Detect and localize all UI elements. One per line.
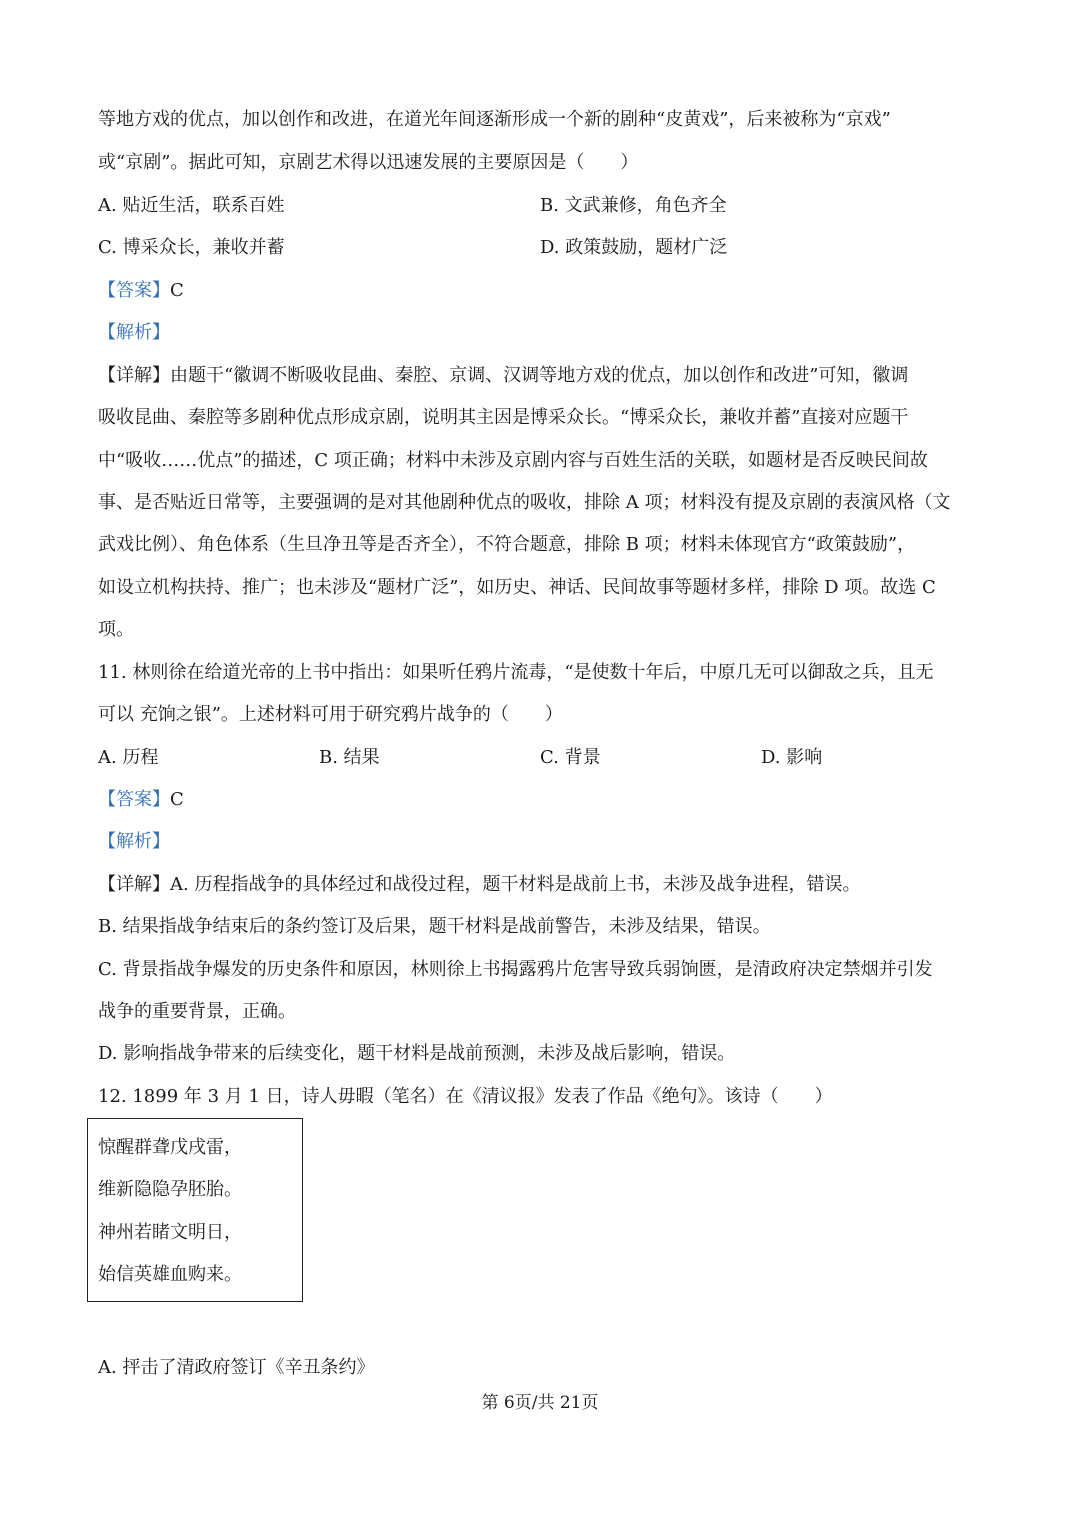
detail-label: 【详解】 xyxy=(98,365,170,386)
answer-label: 【答案】 xyxy=(98,280,170,301)
q10-answer xyxy=(98,279,184,303)
poem-line: 惊醒群聋戊戌雷， xyxy=(98,1137,242,1158)
q10-detail-line: 吸收昆曲、秦腔等多剧种优点形成京剧，说明其主因是博采众长。“博采众长，兼收并蓄”直接对应题干 xyxy=(98,407,909,428)
q11-option-c: C. 背景 xyxy=(540,747,601,768)
q11-detail-line: C. 背景指战争爆发的历史条件和原因，林则徐上书揭露鸦片危害导致兵弱饷匮，是清政府决定禁烟并引发 xyxy=(98,959,933,980)
q11-answer xyxy=(98,788,184,812)
q11-detail-line xyxy=(98,873,860,897)
q10-detail-line: 项。 xyxy=(98,619,134,640)
poem-line: 神州若睹文明日， xyxy=(98,1222,242,1243)
answer-value: C xyxy=(170,789,184,810)
q10-option-d: D. 政策鼓励，题材广泛 xyxy=(540,237,728,258)
page-footer: 第 6页/共 21页 xyxy=(481,1393,599,1413)
answer-label: 【答案】 xyxy=(98,789,170,810)
q10-stem-line: 或“京剧”。据此可知，京剧艺术得以迅速发展的主要原因是（ ） xyxy=(98,152,639,173)
q10-option-c: C. 博采众长，兼收并蓄 xyxy=(98,237,285,258)
q10-detail-line xyxy=(98,364,908,388)
q10-analysis-label: 【解析】 xyxy=(98,322,170,343)
q11-detail-line: D. 影响指战争带来的后续变化，题干材料是战前预测，未涉及战后影响，错误。 xyxy=(98,1043,736,1064)
q11-stem-line: 可以 充饷之银”。上述材料可用于研究鸦片战争的（ ） xyxy=(98,704,563,725)
q11-option-b: B. 结果 xyxy=(319,747,380,768)
q10-stem-line: 等地方戏的优点，加以创作和改进，在道光年间逐渐形成一个新的剧种“皮黄戏”，后来被称为“京戏” xyxy=(98,109,891,130)
q10-detail-line: 如设立机构扶持、推广；也未涉及“题材广泛”，如历史、神话、民间故事等题材多样，排除 D 项。故选 C xyxy=(98,577,936,598)
q11-detail-line: 战争的重要背景，正确。 xyxy=(98,1001,296,1022)
detail-label: 【详解】 xyxy=(98,874,170,895)
answer-value: C xyxy=(170,280,184,301)
detail-text: A. 历程指战争的具体经过和战役过程，题干材料是战前上书，未涉及战争进程，错误。 xyxy=(170,874,861,895)
q12-option-a: A. 抨击了清政府签订《辛丑条约》 xyxy=(98,1357,375,1378)
q10-detail-line: 事、是否贴近日常等，主要强调的是对其他剧种优点的吸收，排除 A 项；材料没有提及京剧的表演风格（文 xyxy=(98,492,951,513)
q10-option-b: B. 文武兼修，角色齐全 xyxy=(540,195,727,216)
q10-detail-line: 中“吸收……优点”的描述，C 项正确；材料中未涉及京剧内容与百姓生活的关联，如题材是否反映民间故 xyxy=(98,450,928,471)
q10-detail-line: 武戏比例）、角色体系（生旦净丑等是否齐全），不符合题意，排除 B 项；材料未体现官方“政策鼓励”， xyxy=(98,534,916,555)
q11-stem-line: 11. 林则徐在给道光帝的上书中指出：如果听任鸦片流毒，“是使数十年后，中原几无可以御敌之兵，且无 xyxy=(98,662,934,683)
poem-line: 维新隐隐孕胚胎。 xyxy=(98,1179,242,1200)
q11-option-a: A. 历程 xyxy=(98,747,159,768)
poem-line: 始信英雄血购来。 xyxy=(98,1264,242,1285)
q11-analysis-label: 【解析】 xyxy=(98,831,170,852)
q11-option-d: D. 影响 xyxy=(761,747,823,768)
q11-detail-line: B. 结果指战争结束后的条约签订及后果，题干材料是战前警告，未涉及结果，错误。 xyxy=(98,916,771,937)
q12-stem: 12. 1899 年 3 月 1 日，诗人毋暇（笔名）在《清议报》发表了作品《绝句》。该诗（ ） xyxy=(98,1086,833,1107)
detail-text: 由题干“徽调不断吸收昆曲、秦腔、京调、汉调等地方戏的优点，加以创作和改进”可知，徽调 xyxy=(170,365,909,386)
q10-option-a: A. 贴近生活，联系百姓 xyxy=(98,195,285,216)
